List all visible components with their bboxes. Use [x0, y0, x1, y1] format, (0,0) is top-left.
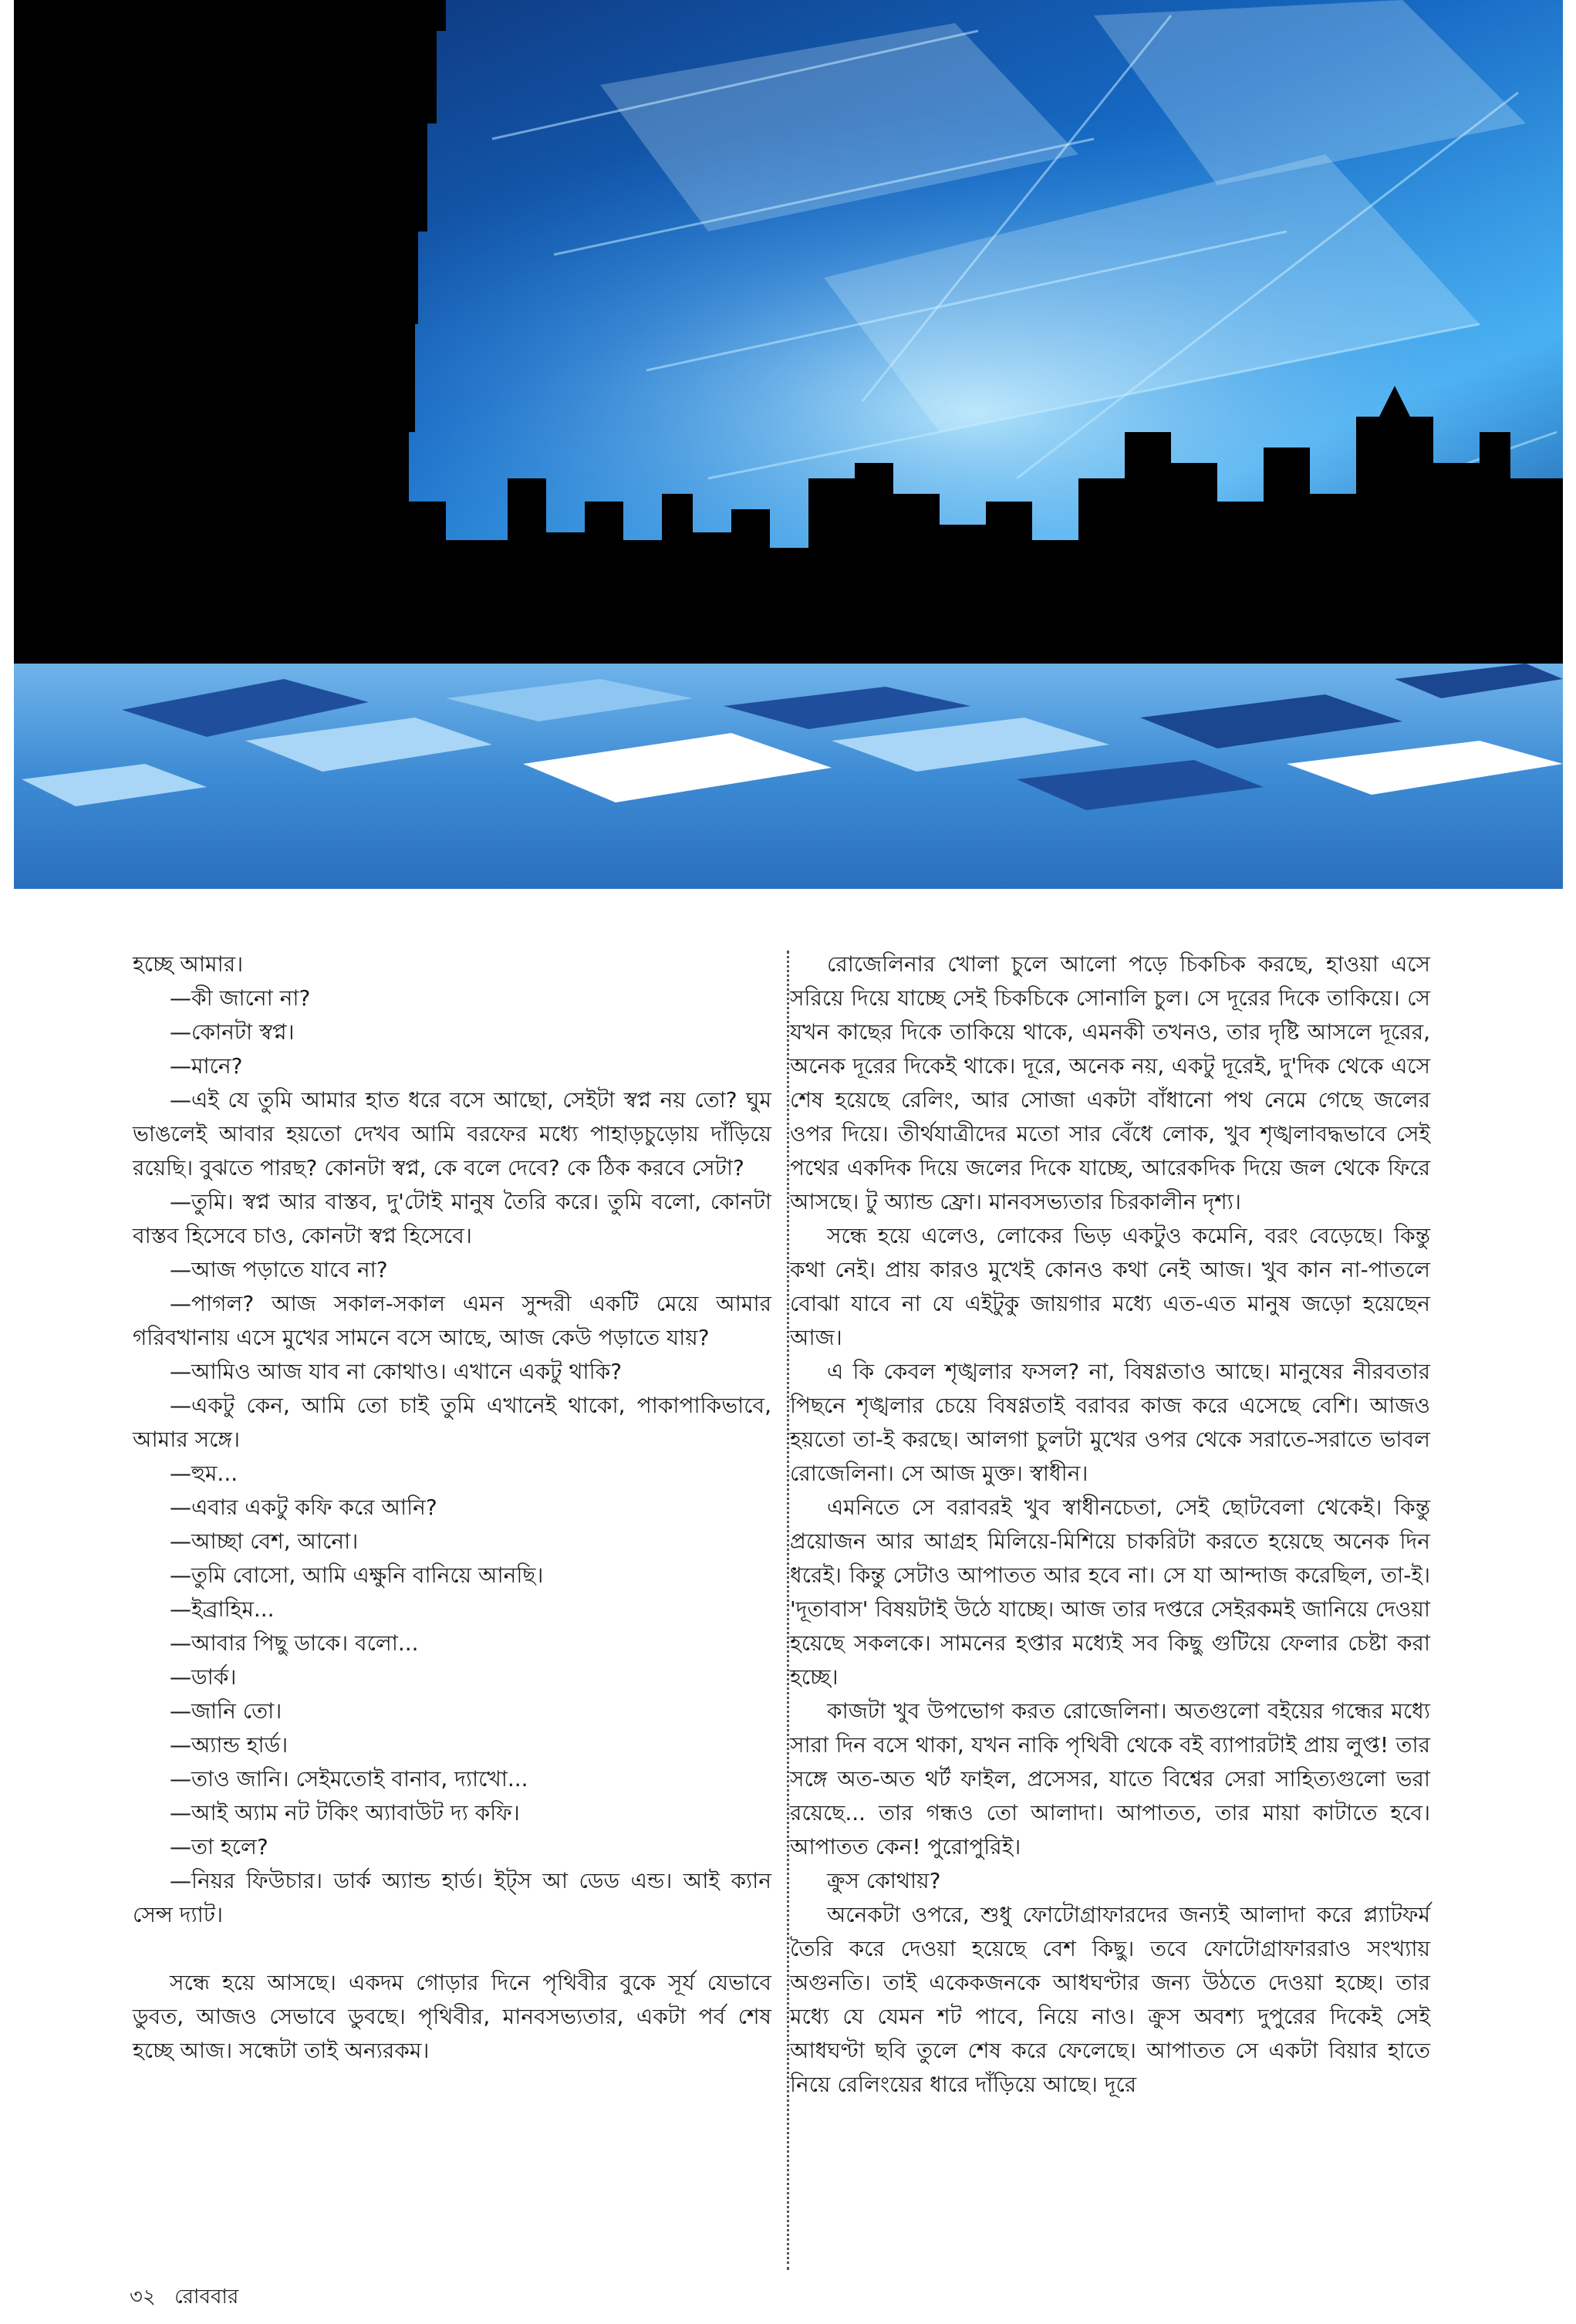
paragraph: —ইব্রাহিম...	[170, 1596, 275, 1622]
page-number: ৩২	[130, 2285, 156, 2309]
paragraph: কাজটা খুব উপভোগ করত রোজেলিনা। অতগুলো বইয়ের গন্ধের মধ্যে সারা দিন বসে থাকা, যখন নাকি পৃথিবী থেকে বই ব্যাপারটাই প্রায় লুপ্ত! তার সঙ্গে অত-অত থর্ট ফাইল, প্রসেসর, যাতে বিশ্বের সেরা সাহিত্যগুলো ভরা রয়েছে... তার গন্ধও তো আলাদা। আপাতত, তার মায়া কাটাতে হবে। আপাতত কেন! পুরোপুরিই।	[790, 1698, 1430, 1860]
paragraph: —একটু কেন, আমি তো চাই তুমি এখানেই থাকো, পাকাপাকিভাবে, আমার সঙ্গে।	[133, 1393, 771, 1452]
paragraph: —কী জানো না?	[170, 985, 311, 1011]
magazine-name: রোববার	[174, 2285, 239, 2309]
paragraph: —এবার একটু কফি করে আনি?	[170, 1495, 437, 1520]
paragraph: —কোনটা স্বপ্ন।	[170, 1019, 295, 1045]
paragraph: —তুমি। স্বপ্ন আর বাস্তব, দু'টোই মানুষ তৈরি করে। তুমি বলো, কোনটা বাস্তব হিসেবে চাও, কোনটা স্বপ্ন হিসেবে।	[133, 1189, 771, 1248]
dark-tower-silhouette	[14, 0, 446, 664]
column-divider	[787, 951, 789, 2270]
right-text-column	[790, 948, 1430, 2102]
paragraph: অনেকটা ওপরে, শুধু ফোটোগ্রাফারদের জন্যই আলাদা করে প্ল্যাটফর্ম তৈরি করে দেওয়া হয়েছে বেশ কিছু। তবে ফোটোগ্রাফাররাও সংখ্যায় অগুনতি। তাই একেকজনকে আধঘণ্টার জন্য উঠতে দেওয়া হচ্ছে। তার মধ্যে যে যেমন শট পাবে, নিয়ে নাও। ক্রুস অবশ্য দুপুরের দিকেই সেই আধঘণ্টা ছবি তুলে শেষ করে ফেলেছে। আপাতত সে একটা বিয়ার হাতে নিয়ে রেলিংয়ের ধারে দাঁড়িয়ে আছে। দূরে	[790, 1902, 1430, 2097]
paragraph: —হুম...	[170, 1461, 238, 1486]
paragraph: —আচ্ছা বেশ, আনো।	[170, 1529, 359, 1554]
city-skyline-art	[14, 0, 1563, 889]
paragraph: সন্ধে হয়ে এলেও, লোকের ভিড় একটুও কমেনি, বরং বেড়েছে। কিন্তু কথা নেই। প্রায় কারও মুখেই কোনও কথা নেই আজ। খুব কান না-পাতলে বোঝা যাবে না যে এইটুকু জায়গার মধ্যে এত-এত মানুষ জড়ো হয়েছেন আজ।	[790, 1223, 1430, 1350]
hero-illustration	[14, 0, 1563, 889]
paragraph: —পাগল? আজ সকাল-সকাল এমন সুন্দরী একটি মেয়ে আমার গরিবখানায় এসে মুখের সামনে বসে আছে, আজ কেউ পড়াতে যায়?	[133, 1291, 771, 1350]
paragraph: —আমিও আজ যাব না কোথাও। এখানে একটু থাকি?	[170, 1359, 623, 1384]
paragraph: ক্রুস কোথায়?	[827, 1868, 941, 1893]
paragraph: —জানি তো।	[170, 1698, 282, 1724]
paragraph: হচ্ছে আমার।	[133, 951, 244, 977]
page-footer	[130, 2281, 238, 2315]
left-text-column	[133, 948, 771, 2068]
paragraph: —তাও জানি। সেইমতোই বানাব, দ্যাখো...	[170, 1766, 528, 1792]
paragraph: —এই যে তুমি আমার হাত ধরে বসে আছো, সেইটা স্বপ্ন নয় তো? ঘুম ভাঙলেই আবার হয়তো দেখব আমি বরফের মধ্যে পাহাড়চুড়োয় দাঁড়িয়ে রয়েছি। বুঝতে পারছ? কোনটা স্বপ্ন, কে বলে দেবে? কে ঠিক করবে সেটা?	[133, 1087, 771, 1181]
paragraph: —নিয়র ফিউচার। ডার্ক অ্যান্ড হার্ড। ইট্স আ ডেড এন্ড। আই ক্যান সেন্স দ্যাট।	[133, 1868, 771, 1927]
paragraph: —ডার্ক।	[170, 1664, 237, 1690]
paragraph: —আবার পিছু ডাকে। বলো...	[170, 1630, 419, 1656]
paragraph: —আই অ্যাম নট টকিং অ্যাবাউট দ্য কফি।	[170, 1800, 520, 1826]
paragraph: —মানে?	[170, 1053, 243, 1079]
paragraph: —অ্যান্ড হার্ড।	[170, 1732, 289, 1758]
paragraph: এ কি কেবল শৃঙ্খলার ফসল? না, বিষণ্ণতাও আছে। মানুষের নীরবতার পিছনে শৃঙ্খলার চেয়ে বিষণ্ণতাই বরাবর কাজ করে এসেছে বেশি। আজও হয়তো তা-ই করছে। আলগা চুলটা মুখের ওপর থেকে সরাতে-সরাতে ভাবল রোজেলিনা। সে আজ মুক্ত। স্বাধীন।	[790, 1359, 1430, 1486]
paragraph: সন্ধে হয়ে আসছে। একদম গোড়ার দিনে পৃথিবীর বুকে সূর্য যেভাবে ডুবত, আজও সেভাবে ডুবছে। পৃথিবীর, মানবসভ্যতার, একটা পর্ব শেষ হচ্ছে আজ। সন্ধেটা তাই অন্যরকম।	[133, 1970, 771, 2063]
paragraph: —তুমি বোসো, আমি এক্ষুনি বানিয়ে আনছি।	[170, 1562, 544, 1588]
paragraph: রোজেলিনার খোলা চুলে আলো পড়ে চিকচিক করছে, হাওয়া এসে সরিয়ে দিয়ে যাচ্ছে সেই চিকচিকে সোনালি চুল। সে দূরের দিকে তাকিয়ে। সে যখন কাছের দিকে তাকিয়ে থাকে, এমনকী তখনও, তার দৃষ্টি আসলে দূরের, অনেক দূরের দিকেই থাকে। দূরে, অনেক নয়, একটু দূরেই, দু'দিক থেকে এসে শেষ হয়েছে রেলিং, আর সোজা একটা বাঁধানো পথ নেমে গেছে জলের ওপর দিয়ে। তীর্থযাত্রীদের মতো সার বেঁধে লোক, খুব শৃঙ্খলাবদ্ধভাবে সেই পথের একদিক দিয়ে জলের দিকে যাচ্ছে, আরেকদিক দিয়ে জল থেকে ফিরে আসছে। টু অ্যান্ড ফ্রো। মানবসভ্যতার চিরকালীন দৃশ্য।	[790, 951, 1430, 1214]
paragraph: —আজ পড়াতে যাবে না?	[170, 1257, 388, 1282]
paragraph: এমনিতে সে বরাবরই খুব স্বাধীনচেতা, সেই ছোটবেলা থেকেই। কিন্তু প্রয়োজন আর আগ্রহ মিলিয়ে-মিশিয়ে চাকরিটা করতে হয়েছে অনেক দিন ধরেই। কিন্তু সেটাও আপাতত আর হবে না। সে যা আন্দাজ করেছিল, তা-ই। 'দূতাবাস' বিষয়টাই উঠে যাচ্ছে। আজ তার দপ্তরে সেইরকমই জানিয়ে দেওয়া হয়েছে সকলকে। সামনের হপ্তার মধ্যেই সব কিছু গুটিয়ে ফেলার চেষ্টা করা হচ্ছে।	[790, 1495, 1430, 1690]
paragraph: —তা হলে?	[170, 1834, 268, 1860]
